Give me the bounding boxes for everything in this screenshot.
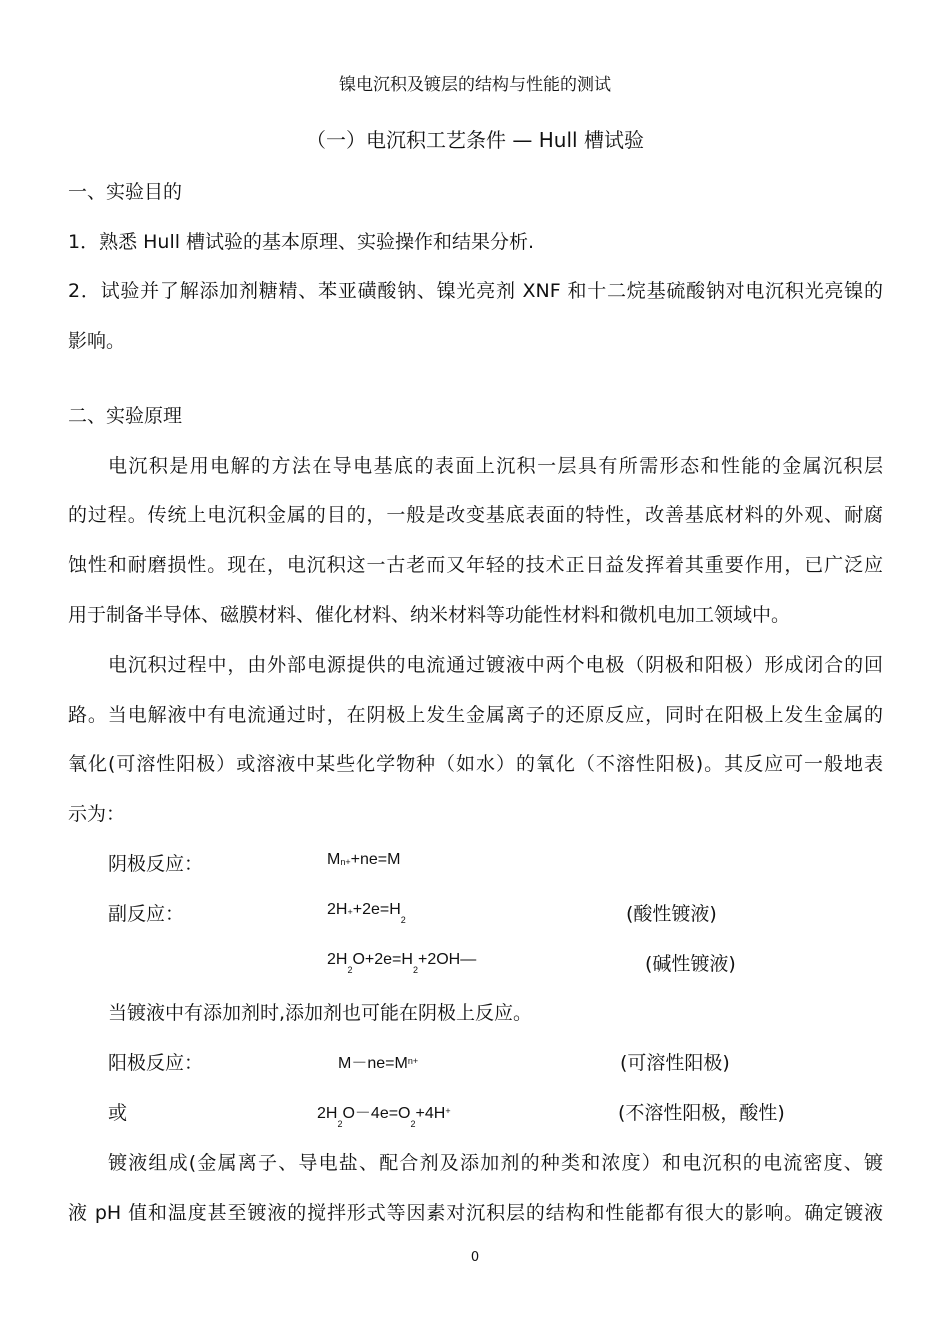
p3-line-2: 液 pH 值和温度甚至镀液的搅拌形式等因素对沉积层的结构和性能都有很大的影响。确定镀液	[68, 1202, 883, 1224]
p1-line-2: 的过程。传统上电沉积金属的目的，一般是改变基底表面的特性，改善基底材料的外观、耐腐	[68, 504, 883, 526]
cathode-equation: $M^{n+}+ne=M$	[327, 851, 401, 868]
base-bath-note: (碱性镀液)	[645, 953, 736, 975]
p2-line-1: 电沉积过程中，由外部电源提供的电流通过镀液中两个电极（阴极和阳极）形成闭合的回	[108, 654, 883, 676]
anode-equation-insoluble: $2H_2O-4e=O_2+4H^+$	[317, 1105, 451, 1129]
additive-note: 当镀液中有添加剂时,添加剂也可能在阴极上反应。	[108, 1002, 533, 1024]
p2-line-2: 路。当电解液中有电流通过时，在阴极上发生金属离子的还原反应，同时在阳极上发生金属的	[68, 704, 883, 726]
p2-line-3: 氧化(可溶性阳极）或溶液中某些化学物种（如水）的氧化（不溶性阳极)。其反应可一般地表	[68, 753, 883, 775]
purpose-item-2-line-2: 影响。	[68, 330, 126, 352]
insoluble-anode-note: (不溶性阳极，酸性)	[618, 1102, 785, 1124]
side-reaction-label: 副反应：	[108, 903, 185, 925]
purpose-item-1: 1．熟悉 Hull 槽试验的基本原理、实验操作和结果分析.	[68, 231, 535, 253]
anode-equation-soluble: $M-ne=M^{n+}$	[338, 1055, 419, 1072]
soluble-anode-note: (可溶性阳极)	[620, 1052, 730, 1074]
heading-principle: 二、实验原理	[68, 405, 183, 427]
doc-title: 镍电沉积及镀层的结构与性能的测试	[339, 75, 611, 95]
section-title: （一）电沉积工艺条件 — Hull 槽试验	[306, 128, 644, 152]
p1-line-4: 用于制备半导体、磁膜材料、催化材料、纳米材料等功能性材料和微机电加工领域中。	[68, 604, 791, 626]
side-equation-base: $2H_2O+2e=H_2+2OH—$	[327, 951, 477, 975]
or-label: 或	[108, 1102, 128, 1124]
purpose-item-2-line-1: 2．试验并了解添加剂糖精、苯亚磺酸钠、镍光亮剂 XNF 和十二烷基硫酸钠对电沉积光亮镍的	[68, 280, 883, 302]
page-number: 0	[470, 1250, 480, 1265]
heading-purpose: 一、实验目的	[68, 181, 183, 203]
p3-line-1: 镀液组成(金属离子、导电盐、配合剂及添加剂的种类和浓度）和电沉积的电流密度、镀	[108, 1152, 883, 1174]
acid-bath-note: (酸性镀液)	[626, 903, 717, 925]
p2-line-4: 示为：	[68, 803, 126, 825]
p1-line-1: 电沉积是用电解的方法在导电基底的表面上沉积一层具有所需形态和性能的金属沉积层	[108, 455, 883, 477]
anode-label: 阳极反应：	[108, 1052, 204, 1074]
side-equation-acid: $2H^++2e=H_2$	[327, 901, 406, 925]
p1-line-3: 蚀性和耐磨损性。现在，电沉积这一古老而又年轻的技术正日益发挥着其重要作用，已广泛应	[68, 554, 883, 576]
cathode-label: 阴极反应：	[108, 853, 204, 875]
